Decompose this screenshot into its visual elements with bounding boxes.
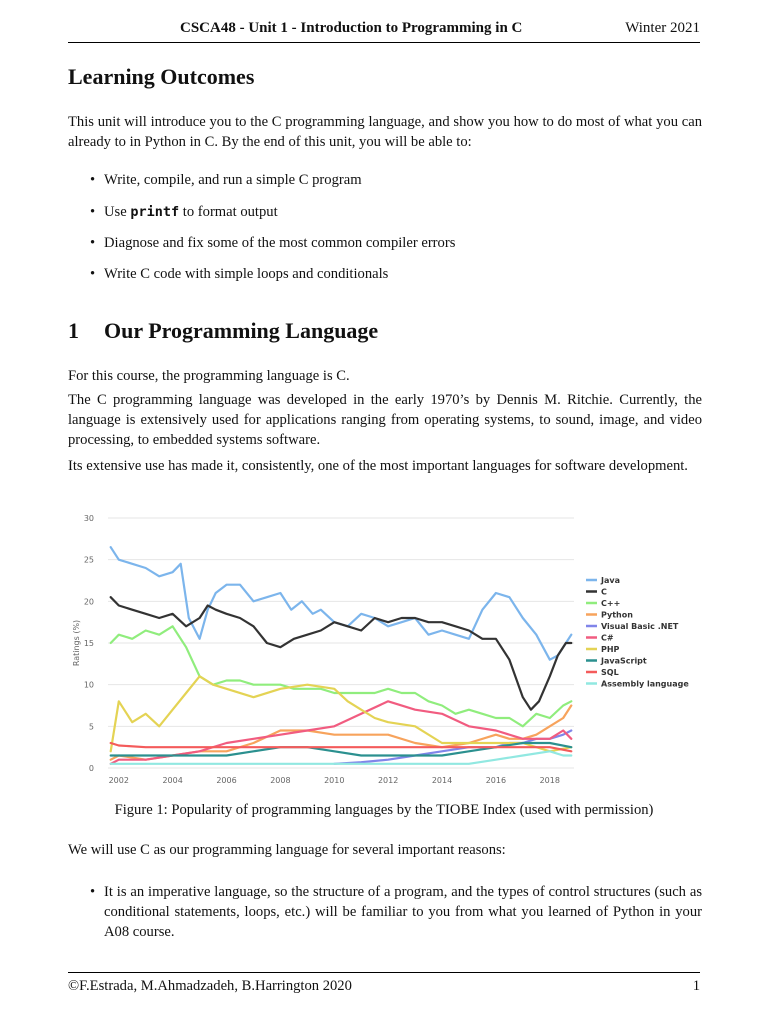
x-tick-label: 2002 <box>108 776 129 785</box>
x-tick-label: 2016 <box>485 776 507 785</box>
x-tick-label: 2018 <box>539 776 560 785</box>
legend-label: JavaScript <box>601 656 647 666</box>
bullet-icon: • <box>90 235 96 251</box>
outcome-text: Diagnose and fix some of the most common compiler errors <box>104 235 456 251</box>
x-tick-label: 2010 <box>324 776 345 785</box>
legend-label: C++ <box>601 599 621 608</box>
learning-outcomes-heading: Learning Outcomes <box>68 64 255 89</box>
outcome-text: Write C code with simple loops and conditionals <box>104 266 389 282</box>
y-axis-label: Ratings (%) <box>72 619 81 667</box>
legend-label: Assembly language <box>601 679 689 689</box>
page-number: 1 <box>692 978 700 994</box>
header-rule <box>68 42 700 43</box>
outcome-text: Write, compile, and run a simple C program <box>104 172 362 188</box>
x-tick-label: 2008 <box>270 776 291 785</box>
paragraph: We will use C as our programming language for several important reasons: <box>68 842 506 858</box>
outcome-text-before: Use <box>104 204 131 220</box>
series-line <box>111 676 572 751</box>
x-tick-label: 2006 <box>216 776 237 785</box>
outcome-text-after: to format output <box>179 204 278 220</box>
footer-copyright: ©F.Estrada, M.Ahmadzadeh, B.Harrington 2020 <box>68 978 352 994</box>
y-tick-label: 15 <box>83 639 94 648</box>
header-title: CSCA48 - Unit 1 - Introduction to Programming in C <box>180 20 523 36</box>
y-tick-label: 30 <box>83 514 94 523</box>
paragraph: For this course, the programming language is C. <box>68 368 350 384</box>
y-tick-label: 25 <box>83 555 94 565</box>
legend-label: Python <box>601 610 633 620</box>
legend-label: Java <box>601 576 620 585</box>
legend-label: PHP <box>601 645 620 654</box>
paragraph: Its extensive use has made it, consistently, one of the most important languages for software development. <box>68 458 688 474</box>
x-tick-label: 2012 <box>377 776 399 785</box>
tiobe-line-chart <box>70 506 700 788</box>
reason-text: It is an imperative language, so the structure of a program, and the types of control structures (such as conditional statements, loops, etc.) will be familiar to you from what you learned of Python in your A08 course. <box>104 884 702 940</box>
y-tick-label: 5 <box>88 722 94 732</box>
bullet-icon: • <box>90 266 96 282</box>
legend-label: C# <box>601 633 614 643</box>
header-term: Winter 2021 <box>625 20 700 36</box>
section-heading <box>68 318 378 344</box>
legend-label: C <box>601 587 607 597</box>
section-number: 1 <box>68 318 79 343</box>
legend-label: Visual Basic .NET <box>601 622 679 631</box>
intro-paragraph: This unit will introduce you to the C programming language, and show you how to do most of what you can already to in Python in C. By the end of this unit, you will be able to: <box>68 114 702 150</box>
outcome-text <box>104 202 702 222</box>
figure-caption: Figure 1: Popularity of programming languages by the TIOBE Index (used with permission) <box>114 802 654 818</box>
x-tick-label: 2004 <box>162 776 183 785</box>
bullet-icon: • <box>90 204 96 220</box>
y-tick-label: 20 <box>83 597 94 607</box>
bullet-icon: • <box>90 172 96 188</box>
legend-label: SQL <box>601 668 619 677</box>
x-tick-label: 2014 <box>431 776 453 785</box>
y-tick-label: 0 <box>88 764 94 773</box>
footer-rule <box>68 972 700 973</box>
printf-code: printf <box>130 204 180 220</box>
paragraph: The C programming language was developed in the early 1970’s by Dennis M. Ritchie. Currently, the language is extensively used for applications ranging from operating systems, to sound, image, and video processing, to embedded systems software. <box>68 392 702 448</box>
running-header <box>68 20 700 42</box>
bullet-icon: • <box>90 884 96 900</box>
section-title: Our Programming Language <box>104 318 379 343</box>
series-line <box>111 626 572 726</box>
y-tick-label: 10 <box>83 680 94 690</box>
